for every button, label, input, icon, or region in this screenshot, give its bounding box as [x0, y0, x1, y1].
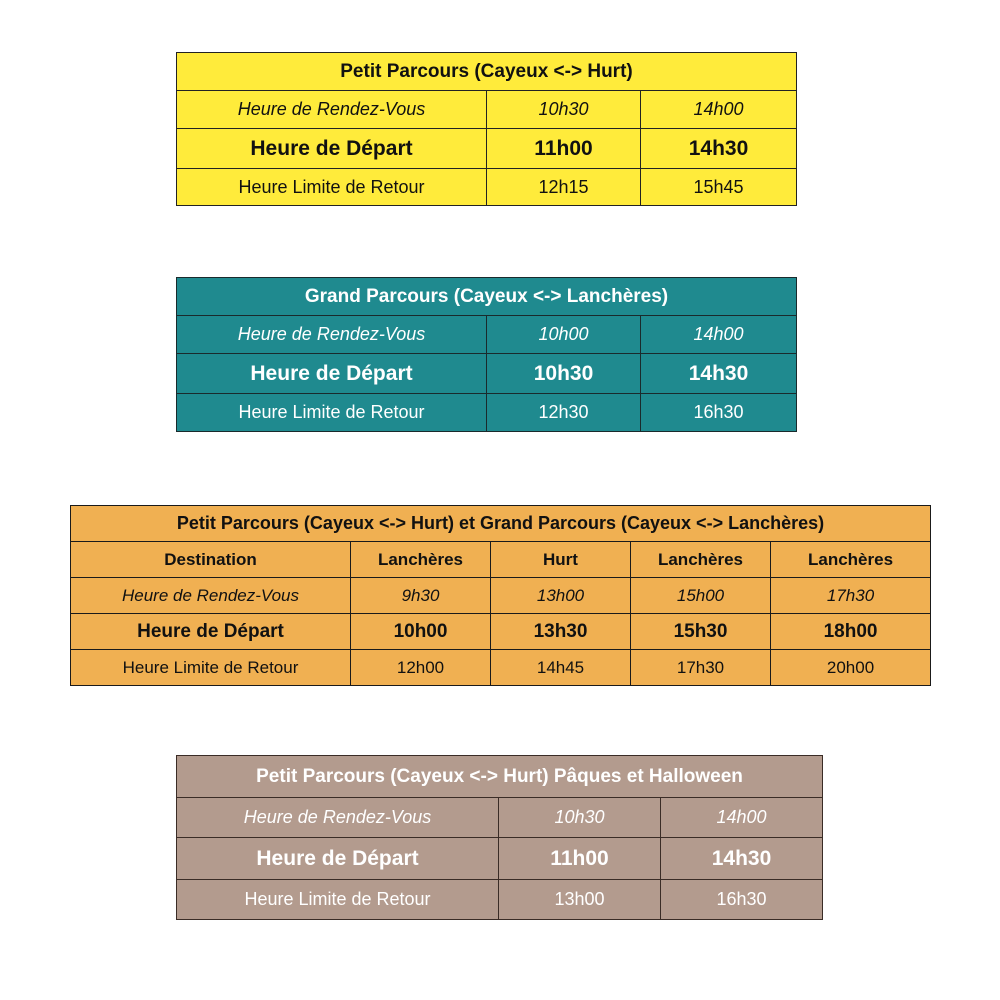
- table-row: [177, 316, 797, 354]
- row-label: Heure Limite de Retour: [177, 880, 499, 920]
- time-cell: 14h30: [641, 354, 797, 394]
- time-cell: 10h30: [487, 354, 641, 394]
- time-cell: 9h30: [351, 578, 491, 614]
- row-label: Heure de Départ: [71, 614, 351, 650]
- time-cell: 10h30: [499, 798, 661, 838]
- column-header: Lanchères: [351, 542, 491, 578]
- time-cell: 13h00: [491, 578, 631, 614]
- time-cell: 15h30: [631, 614, 771, 650]
- schedule-table-combined: [70, 505, 931, 686]
- time-cell: 14h30: [661, 838, 823, 880]
- time-cell: 12h15: [487, 169, 641, 206]
- table-row: [71, 650, 931, 686]
- time-cell: 10h30: [487, 91, 641, 129]
- time-cell: 14h00: [641, 91, 797, 129]
- row-label: Heure de Rendez-Vous: [177, 798, 499, 838]
- table-title: Petit Parcours (Cayeux <-> Hurt): [177, 53, 797, 91]
- time-cell: 17h30: [771, 578, 931, 614]
- row-label: Heure Limite de Retour: [177, 169, 487, 206]
- row-label: Heure de Départ: [177, 129, 487, 169]
- table-row: [177, 91, 797, 129]
- time-cell: 15h00: [631, 578, 771, 614]
- table-title: Petit Parcours (Cayeux <-> Hurt) et Grand Parcours (Cayeux <-> Lanchères): [71, 506, 931, 542]
- table-row: [177, 394, 797, 432]
- time-cell: 16h30: [641, 394, 797, 432]
- row-label: Heure de Départ: [177, 354, 487, 394]
- time-cell: 10h00: [351, 614, 491, 650]
- time-cell: 13h30: [491, 614, 631, 650]
- table-title: Petit Parcours (Cayeux <-> Hurt) Pâques et Halloween: [177, 756, 823, 798]
- time-cell: 15h45: [641, 169, 797, 206]
- time-cell: 14h45: [491, 650, 631, 686]
- column-header: Lanchères: [631, 542, 771, 578]
- table-row: [71, 614, 931, 650]
- time-cell: 17h30: [631, 650, 771, 686]
- row-label: Heure Limite de Retour: [177, 394, 487, 432]
- time-cell: 20h00: [771, 650, 931, 686]
- time-cell: 14h00: [641, 316, 797, 354]
- table-row: [177, 798, 823, 838]
- schedule-table-paques-halloween: [176, 755, 823, 920]
- column-header: Lanchères: [771, 542, 931, 578]
- row-label: Heure de Rendez-Vous: [177, 91, 487, 129]
- table-row: [177, 169, 797, 206]
- time-cell: 10h00: [487, 316, 641, 354]
- table-title: Grand Parcours (Cayeux <-> Lanchères): [177, 278, 797, 316]
- row-label: Heure Limite de Retour: [71, 650, 351, 686]
- time-cell: 18h00: [771, 614, 931, 650]
- time-cell: 14h30: [641, 129, 797, 169]
- time-cell: 11h00: [487, 129, 641, 169]
- row-label: Heure de Rendez-Vous: [177, 316, 487, 354]
- column-header: Hurt: [491, 542, 631, 578]
- table-row: [177, 354, 797, 394]
- time-cell: 11h00: [499, 838, 661, 880]
- row-label: Heure de Départ: [177, 838, 499, 880]
- table-row: [177, 880, 823, 920]
- time-cell: 12h00: [351, 650, 491, 686]
- header-row: [71, 542, 931, 578]
- time-cell: 12h30: [487, 394, 641, 432]
- column-header: Destination: [71, 542, 351, 578]
- time-cell: 14h00: [661, 798, 823, 838]
- time-cell: 13h00: [499, 880, 661, 920]
- row-label: Heure de Rendez-Vous: [71, 578, 351, 614]
- schedule-table-grand-parcours: [176, 277, 797, 432]
- schedule-table-petit-parcours: [176, 52, 797, 206]
- table-row: [177, 838, 823, 880]
- table-row: [177, 129, 797, 169]
- table-row: [71, 578, 931, 614]
- time-cell: 16h30: [661, 880, 823, 920]
